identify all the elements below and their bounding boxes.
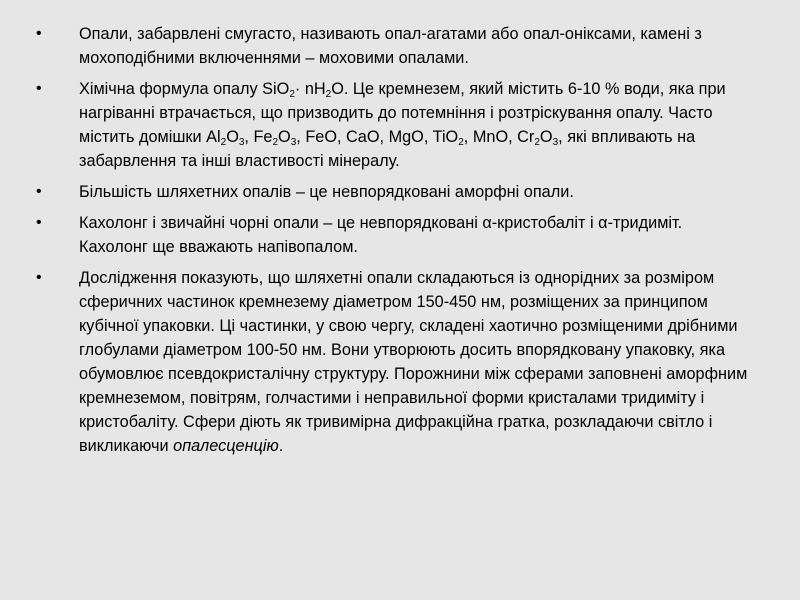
bullet-icon [36, 266, 50, 290]
bullet-item-5 [36, 266, 752, 458]
emphasis-term: опалесценцію [173, 437, 279, 455]
bullet-list [36, 22, 752, 465]
bullet-item-4 [36, 211, 752, 259]
bullet-icon [36, 22, 50, 46]
bullet-text-5: Дослідження показують, що шляхетні опали складаються із однорідних за розміром сферичних частинок кремнезему діаметром 150-450 нм, розміщених за принципом кубічної упаковки. Ці частинки, у свою чергу, складені хаотично розміщеними дрібними глобулами діаметром 100-50 нм. Вони утворюють досить впорядковану упаковку, яка обумовлює псевдокристалічну структуру. Порожнини між сферами заповнені аморфним кремнеземом, повітрям, голчастими і неправильної форми кристалами тридиміту і кристобаліту. Сфери діють як тривимірна дифракційна гратка, розкладаючи світло і викликаючи опалесценцію. [79, 269, 748, 455]
bullet-icon [36, 180, 50, 204]
bullet-item-2 [36, 77, 752, 173]
bullet-text-4: Кахолонг і звичайні чорні опали – це невпорядковані α-кристобаліт і α-тридиміт. Кахолонг ще вважають напівопалом. [79, 214, 683, 256]
bullet-text-1: Опали, забарвлені смугасто, називають опал-агатами або опал-оніксами, камені з мохоподібними включеннями – моховими опалами. [79, 25, 702, 67]
bullet-icon [36, 211, 50, 235]
bullet-item-1 [36, 22, 752, 70]
bullet-text-3: Більшість шляхетних опалів – це невпорядковані аморфні опали. [79, 183, 574, 201]
bullet-icon [36, 77, 50, 101]
bullet-text-2: Хімічна формула опалу $SiO_2\cdot nH_2O$. Це кремнезем, який містить 6-10 % води, яка при нагріванні втрачається, що призводить до потемніння і розтріскування опалу. Часто містить домішки $Al_2O_3$, $Fe_2O_3$, FeO, CaO, MgO, TiO$_2$, MnO, $Cr_2O_3$, які впливають на забарвлення та інші властивості мінералу. [79, 80, 726, 170]
bullet-item-3 [36, 180, 752, 204]
